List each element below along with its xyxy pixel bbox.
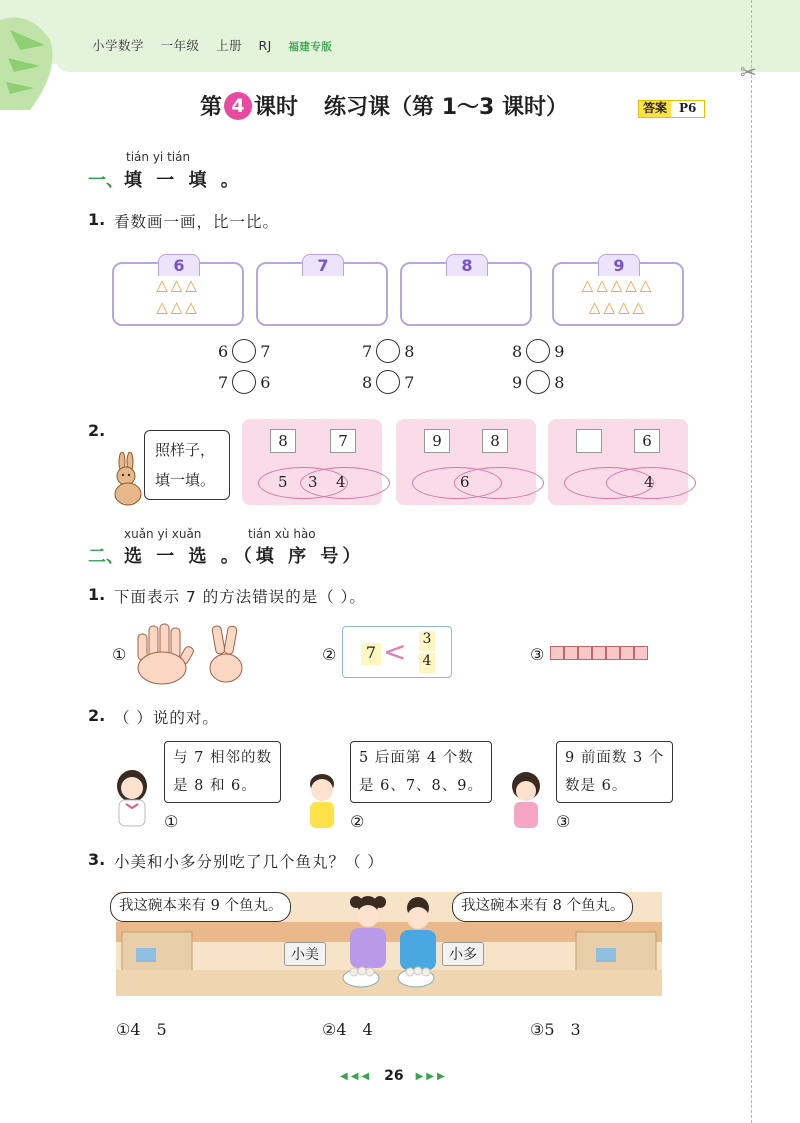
number-card-7[interactable] [256, 256, 388, 326]
compare-right: 7 [404, 372, 415, 392]
triangle-row: △△△△△ [581, 276, 655, 294]
page-number: 26 [384, 1068, 404, 1084]
compare-right: 9 [554, 341, 565, 361]
compare-item[interactable] [512, 339, 564, 363]
compare-item[interactable] [362, 370, 414, 394]
pagoda-decoration-icon [0, 0, 120, 110]
compare-item[interactable] [362, 339, 414, 363]
compare-circle[interactable] [526, 339, 550, 363]
statement-line: 数是 6。 [565, 778, 628, 794]
option-1-label: ① [112, 645, 127, 664]
digit-box: 9 [424, 429, 450, 453]
section2-pinyin-1: xuǎn yi xuǎn [124, 527, 202, 541]
compare-circle[interactable] [232, 339, 256, 363]
statement-2-label: ② [350, 812, 365, 831]
ineq-top-number: 3 [419, 631, 435, 651]
ellipse-mid-num: 6 [460, 473, 470, 491]
triangle-row: △△△△ [588, 298, 648, 316]
compare-right: 7 [260, 341, 271, 361]
question-text: （ ）说的对。 [114, 709, 219, 727]
decompose-panel [242, 419, 382, 505]
scissors-icon: ✂ [740, 60, 757, 84]
compare-right: 8 [554, 372, 565, 392]
statement-3-label: ③ [556, 812, 571, 831]
name-tag-xiaoduo: 小多 [442, 942, 484, 966]
compare-right: 6 [260, 372, 271, 392]
book-volume: 上册 [216, 38, 243, 53]
decompose-panel[interactable] [548, 419, 688, 505]
question-text: 下面表示 7 的方法错误的是（ ）。 [114, 588, 366, 606]
ellipse-left-num: 5 [278, 473, 288, 491]
section2-pinyin-2: tián xù hào [248, 527, 316, 541]
number-card-8[interactable] [400, 256, 532, 326]
statement-line: 是 8 和 6。 [173, 778, 257, 794]
compare-circle[interactable] [376, 339, 400, 363]
page-title [200, 90, 568, 121]
statement-box-3 [556, 741, 673, 803]
compare-right: 8 [404, 341, 415, 361]
question-number: 2. [88, 706, 106, 725]
section1-title: 填 一 填 。 [124, 170, 243, 191]
card-number-tab: 6 [158, 254, 200, 276]
ineq-bottom-number: 4 [419, 653, 435, 673]
statement-line: 9 前面数 3 个 [565, 750, 665, 766]
fishball-scene [116, 892, 662, 996]
statement-box-2 [350, 741, 492, 803]
book-grade: 一年级 [160, 38, 200, 53]
girl-2-icon [506, 770, 546, 830]
option-2-label: ② [322, 645, 337, 664]
compare-item[interactable] [218, 339, 270, 363]
ineq-left-number: 7 [361, 643, 381, 665]
compare-left: 6 [218, 341, 229, 361]
statement-1-label: ① [164, 812, 179, 831]
compare-circle[interactable] [232, 370, 256, 394]
statement-box-1 [164, 741, 281, 803]
name-tag-xiaomei: 小美 [284, 942, 326, 966]
digit-box: 8 [482, 429, 508, 453]
ellipse-mid-num: 3 [308, 473, 318, 491]
section2-heading [88, 542, 364, 568]
less-than-symbol: < [383, 635, 407, 668]
section1-pinyin: tián yi tián [126, 150, 191, 164]
number-card-6[interactable] [112, 256, 244, 326]
question-number: 3. [88, 850, 106, 869]
card-number-tab: 8 [446, 254, 488, 276]
ellipse-right-num: 4 [644, 473, 654, 491]
question-2-2 [88, 706, 219, 728]
answer-option-1[interactable]: ①4 5 [116, 1020, 167, 1039]
compare-circle[interactable] [526, 370, 550, 394]
section2-title: 选 一 选 。（填 序 号） [124, 546, 365, 567]
header-band [0, 0, 800, 64]
triangle-row: △△△ [156, 276, 200, 294]
cube-strip-icon [550, 646, 648, 660]
digit-box: 6 [634, 429, 660, 453]
answer-tag [638, 100, 705, 118]
card-number-tab: 7 [302, 254, 344, 276]
book-publisher: RJ [258, 38, 272, 53]
compare-left: 9 [512, 372, 523, 392]
title-main: 练习课（第 1～3 课时） [324, 95, 568, 120]
option-3-label: ③ [530, 645, 545, 664]
section1-heading [88, 166, 243, 192]
answer-option-3[interactable]: ③5 3 [530, 1020, 581, 1039]
example-line: 填一填。 [155, 471, 216, 489]
compare-item[interactable] [512, 370, 564, 394]
title-suffix: 课时 [254, 95, 299, 120]
example-line: 照样子， [155, 441, 216, 459]
card-number-tab: 9 [598, 254, 640, 276]
arrow-left-icon: ◀◀◀ [340, 1070, 373, 1082]
statement-line: 5 后面第 4 个数 [359, 750, 474, 766]
speech-bubble-xiaoduo: 我这碗本来有 8 个鱼丸。 [452, 892, 633, 922]
lesson-number-badge: 4 [224, 92, 252, 120]
cut-line [751, 0, 752, 1123]
question-number: 2. [88, 421, 106, 440]
question-number: 1. [88, 210, 106, 229]
ellipse-right-num: 4 [336, 473, 346, 491]
digit-box[interactable] [576, 429, 602, 453]
decompose-panel[interactable] [396, 419, 536, 505]
question-number: 1. [88, 585, 106, 604]
page-footer [340, 1068, 448, 1084]
arrow-right-icon: ▶▶▶ [415, 1070, 448, 1082]
digit-box: 8 [270, 429, 296, 453]
digit-box: 7 [330, 429, 356, 453]
compare-left: 8 [362, 372, 373, 392]
compare-left: 7 [362, 341, 373, 361]
statement-line: 是 6、7、8、9。 [359, 778, 484, 794]
book-info [92, 36, 344, 54]
compare-left: 7 [218, 372, 229, 392]
answer-label: 答案 [639, 101, 671, 117]
question-text: 看数画一画，比一比。 [114, 213, 280, 231]
compare-left: 8 [512, 341, 523, 361]
number-card-9[interactable] [552, 256, 684, 326]
compare-item[interactable] [218, 370, 270, 394]
speech-bubble-xiaomei: 我这碗本来有 9 个鱼丸。 [110, 892, 291, 922]
title-prefix: 第 [200, 95, 223, 120]
section1-number: 一、 [88, 170, 124, 191]
boy-icon [302, 770, 342, 830]
hands-icon [132, 622, 250, 686]
question-text: 小美和小多分别吃了几个鱼丸？（ ） [114, 853, 384, 871]
book-subject: 小学数学 [92, 38, 145, 53]
question-2-3 [88, 850, 384, 872]
example-speech-bubble [144, 430, 230, 500]
triangle-row: △△△ [156, 298, 200, 316]
header-band-curve [55, 58, 800, 72]
answer-option-2[interactable]: ②4 4 [322, 1020, 373, 1039]
statement-line: 与 7 相邻的数 [173, 750, 272, 766]
girl-1-icon [112, 768, 152, 828]
section2-number: 二、 [88, 546, 124, 567]
book-edition: 福建专版 [288, 41, 333, 53]
answer-page: P6 [671, 101, 704, 117]
question-2-1 [88, 585, 366, 607]
compare-circle[interactable] [376, 370, 400, 394]
question-1-1 [88, 210, 279, 232]
inequality-card [342, 626, 452, 678]
